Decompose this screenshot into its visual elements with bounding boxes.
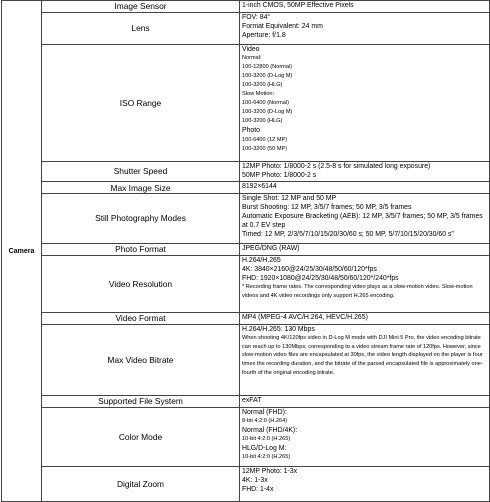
spec-value-line: 10-bit 4:2:0 (H.265) — [242, 454, 291, 461]
spec-label: ISO Range — [42, 44, 240, 161]
spec-label: Lens — [42, 12, 240, 44]
spec-value-line: MP4 (MPEG-4 AVC/H.264, HEVC/H.265) — [242, 314, 368, 322]
spec-value — [240, 313, 490, 325]
spec-value — [240, 161, 490, 181]
spec-row — [2, 161, 490, 181]
spec-value-line: Normal: — [242, 54, 262, 61]
spec-value-line: FOV: 84° — [242, 13, 271, 21]
spec-row — [2, 396, 490, 408]
spec-label: Color Mode — [42, 407, 240, 466]
spec-value-line: 100-6400 (Normal) — [242, 100, 289, 107]
spec-row — [2, 313, 490, 325]
spec-value-line: JPEG/DNG (RAW) — [242, 244, 300, 252]
spec-label: Still Photography Modes — [42, 193, 240, 243]
spec-label: Photo Format — [42, 243, 240, 255]
spec-row — [2, 407, 490, 466]
spec-value-line: Normal (FHD/4K): — [242, 426, 298, 434]
spec-value-line: Automatic Exposure Bracketing (AEB): 12 MP, 3/5/7 frames; 50 MP, 3/5 frames at 0.7 EV step — [242, 213, 483, 230]
spec-value-line: 100-3200 (50 MP) — [242, 145, 288, 152]
spec-label: Shutter Speed — [42, 161, 240, 181]
spec-value-line: exFAT — [242, 397, 262, 405]
spec-value — [240, 193, 490, 243]
spec-value-line: 100-6400 (12 MP) — [242, 136, 288, 143]
spec-value — [240, 12, 490, 44]
spec-row — [2, 182, 490, 194]
spec-value-line: When shooting 4K/120fps video in D-Log M mode with DJI Mini 5 Pro, the video encoding bitrate can reach up to 130Mbps, corresponding to a video stream frame rate of 120fps. However, since slow-motion video files are encapsulated at 30fps, the video length displayed on the player is four times the recording duration, and the bitrate of the parsed encapsulated file is approximately one-fourth of the original encoding bitrate. — [242, 334, 483, 377]
spec-value — [240, 324, 490, 395]
spec-value — [240, 1, 490, 13]
spec-value — [240, 396, 490, 408]
camera-spec-table — [1, 0, 490, 502]
spec-value-line: 100-3200 (D-Log M) — [242, 72, 293, 79]
spec-value-line: Photo — [242, 127, 261, 135]
spec-value-line: 10-bit 4:2:0 (H.265) — [242, 436, 291, 442]
spec-row — [2, 255, 490, 312]
spec-value-line: HLG/D-Log M: — [242, 445, 287, 453]
spec-value-line: 12MP Photo: 1-3x — [242, 467, 298, 475]
spec-value-line: 12MP Photo: 1/8000-2 s (2.5-8 s for simulated long exposure) — [242, 162, 431, 170]
spec-label: Supported File System — [42, 396, 240, 408]
spec-value — [240, 44, 490, 161]
category-label: Camera — [2, 1, 42, 502]
spec-value-line: Burst Shooting: 12 MP, 3/5/7 frames; 50 MP, 3/5 frames — [242, 203, 412, 211]
spec-value-line: H.264/H.265 — [242, 256, 281, 264]
spec-value-line: FHD: 1-4x — [242, 486, 274, 494]
spec-value-line: H.264/H.265: 130 Mbps — [242, 325, 315, 333]
spec-value-line: Single Shot: 12 MP and 50 MP — [242, 194, 337, 202]
spec-value-line: Format Equivalent: 24 mm — [242, 22, 323, 30]
spec-value-line: 4K: 1-3x — [242, 476, 268, 484]
spec-value — [240, 407, 490, 466]
spec-row — [2, 193, 490, 243]
spec-value-line: 50MP Photo: 1/8000-2 s — [242, 171, 317, 179]
spec-row — [2, 243, 490, 255]
spec-label: Max Video Bitrate — [42, 324, 240, 395]
spec-value-line: 100-12800 (Normal) — [242, 63, 293, 70]
spec-value — [240, 255, 490, 312]
spec-value-line: Normal (FHD): — [242, 408, 287, 416]
spec-label: Max Image Size — [42, 182, 240, 194]
spec-row — [2, 12, 490, 44]
spec-row — [2, 44, 490, 161]
spec-value-line: 100-3200 (D-Log M) — [242, 109, 293, 116]
spec-label: Video Format — [42, 313, 240, 325]
spec-row — [2, 1, 490, 13]
spec-row — [2, 324, 490, 395]
spec-value — [240, 182, 490, 194]
spec-value-line: 100-3200 (HLG) — [242, 118, 283, 125]
spec-value-line: Video — [242, 45, 260, 53]
spec-value-line: Timed: 12 MP, 2/3/5/7/10/15/20/30/60 s; 50 MP, 5/7/10/15/20/30/60 s" — [242, 231, 454, 239]
spec-value-line: * Recording frame rates. The corresponding video plays as a slow-motion video. Slow-motion videos and 4K video recordings only support H.265 encoding. — [242, 283, 473, 299]
spec-label: Video Resolution — [42, 255, 240, 312]
spec-label: Digital Zoom — [42, 466, 240, 501]
spec-label: Image Sensor — [42, 1, 240, 13]
spec-row — [2, 466, 490, 501]
spec-value-line: FHD: 1920×1080@24/25/30/48/50/60/120*/240*fps — [242, 274, 399, 282]
spec-value-line: 1-inch CMOS, 50MP Effective Pixels — [242, 2, 354, 9]
spec-value — [240, 243, 490, 255]
spec-value-line: 100-3200 (HLG) — [242, 81, 283, 88]
spec-value-line: 4K: 3840×2160@24/25/30/48/50/60/120*fps — [242, 265, 377, 273]
spec-value-line: 8192×6144 — [242, 183, 277, 191]
spec-value — [240, 466, 490, 501]
spec-value-line: Aperture: f/1.8 — [242, 31, 286, 39]
spec-value-line: 8-bit 4:2:0 (H.264) — [242, 417, 288, 424]
spec-value-line: Slow Motion: — [242, 91, 275, 98]
